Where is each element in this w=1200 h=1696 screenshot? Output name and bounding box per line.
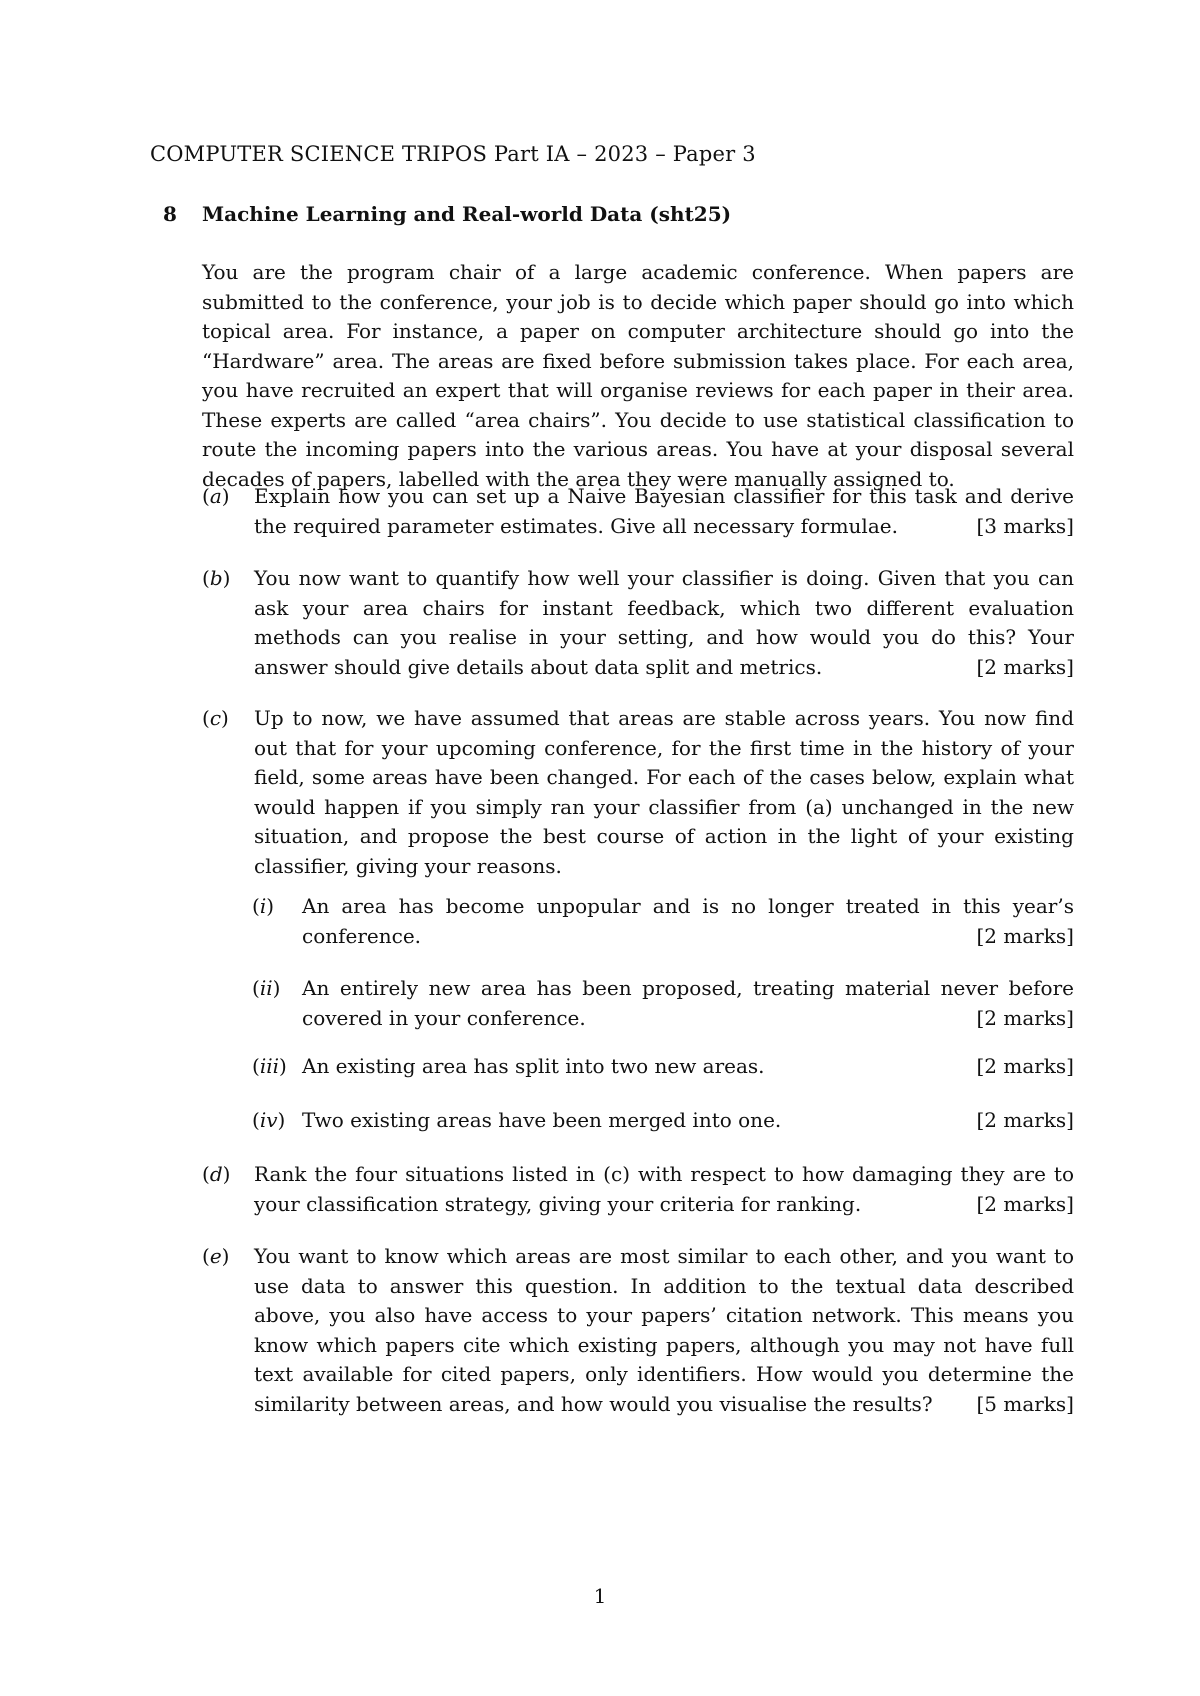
part-c-i-marks: [2 marks] (976, 923, 1074, 948)
part-b-marks: [2 marks] (976, 654, 1074, 679)
part-a (202, 482, 1074, 541)
part-c-iv-marks: [2 marks] (976, 1108, 1074, 1132)
part-c-iii-text: An existing area has split into two new areas. [2 marks] (302, 1052, 1074, 1082)
part-c (202, 704, 1074, 881)
part-c-iii (252, 1052, 1074, 1082)
part-e (202, 1242, 1074, 1419)
part-e-marks: [5 marks] (976, 1391, 1074, 1416)
part-e-text: You want to know which areas are most similar to each other, and you want to use data to answer this question. In addition to the textual data described above, you also have access to your papers’ citation network. This means you know which papers cite which existing papers, although you may not have full text available for cited papers, only identifiers. How would you determine the similarity between areas, and how would you visualise the results? [5 marks] (254, 1242, 1074, 1419)
part-a-marks: [3 marks] (976, 513, 1074, 538)
part-c-ii-text: An entirely new area has been proposed, treating material never before covered in your conference. [2 marks] (302, 974, 1074, 1033)
part-c-text: Up to now, we have assumed that areas are stable across years. You now find out that for your upcoming conference, for the first time in the history of your field, some areas have been changed. For each of the cases below, explain what would happen if you simply ran your classifier from (a) unchanged in the new situation, and propose the best course of action in the light of your existing classifier, giving your reasons. (254, 706, 1074, 878)
part-a-text: Explain how you can set up a Naive Bayesian classifier for this task and derive the required parameter estimates. Give all necessary formulae. [3 marks] (254, 482, 1074, 541)
part-c-iii-label: (iii) (252, 1054, 287, 1078)
part-a-label: (a) (202, 484, 230, 508)
part-c-i-label: (i) (252, 894, 275, 918)
part-b-text: You now want to quantify how well your classifier is doing. Given that you can ask your area chairs for instant feedback, which two different evaluation methods can you realise in your setting, and how would you do this? Your answer should give details about data split and metrics. [2 marks] (254, 564, 1074, 682)
part-b-label: (b) (202, 566, 231, 590)
part-c-ii-label: (ii) (252, 976, 281, 1000)
question-title: Machine Learning and Real-world Data (sht25) (202, 202, 732, 226)
part-c-ii (252, 974, 1074, 1033)
page-header: COMPUTER SCIENCE TRIPOS Part IA – 2023 – Paper 3 (150, 142, 756, 166)
part-c-iii-marks: [2 marks] (976, 1054, 1074, 1078)
part-d-text: Rank the four situations listed in (c) with respect to how damaging they are to your classification strategy, giving your criteria for ranking. [2 marks] (254, 1160, 1074, 1219)
part-c-i-text: An area has become unpopular and is no longer treated in this year’s conference. [2 marks] (302, 892, 1074, 951)
part-c-iv-text: Two existing areas have been merged into one. [2 marks] (302, 1106, 1074, 1136)
question-number: 8 (163, 202, 177, 226)
part-c-iv-label: (iv) (252, 1108, 286, 1132)
page-number: 1 (593, 1584, 607, 1608)
part-c-iv (252, 1106, 1074, 1136)
part-c-label: (c) (202, 706, 229, 730)
part-d-label: (d) (202, 1162, 231, 1186)
part-c-i (252, 892, 1074, 951)
part-b (202, 564, 1074, 682)
part-d-marks: [2 marks] (976, 1191, 1074, 1216)
part-c-ii-marks: [2 marks] (976, 1005, 1074, 1030)
question-intro: You are the program chair of a large academic conference. When papers are submitted to the conference, your job is to decide which paper should go into which topical area. For instance, a paper on computer architecture should go into the “Hardware” area. The areas are fixed before submission takes place. For each area, you have recruited an expert that will organise reviews for each paper in their area. These experts are called “area chairs”. You decide to use statistical classification to route the incoming papers into the various areas. You have at your disposal several decades of papers, labelled with the area they were manually assigned to. (202, 260, 1074, 491)
part-d (202, 1160, 1074, 1219)
part-e-label: (e) (202, 1244, 230, 1268)
